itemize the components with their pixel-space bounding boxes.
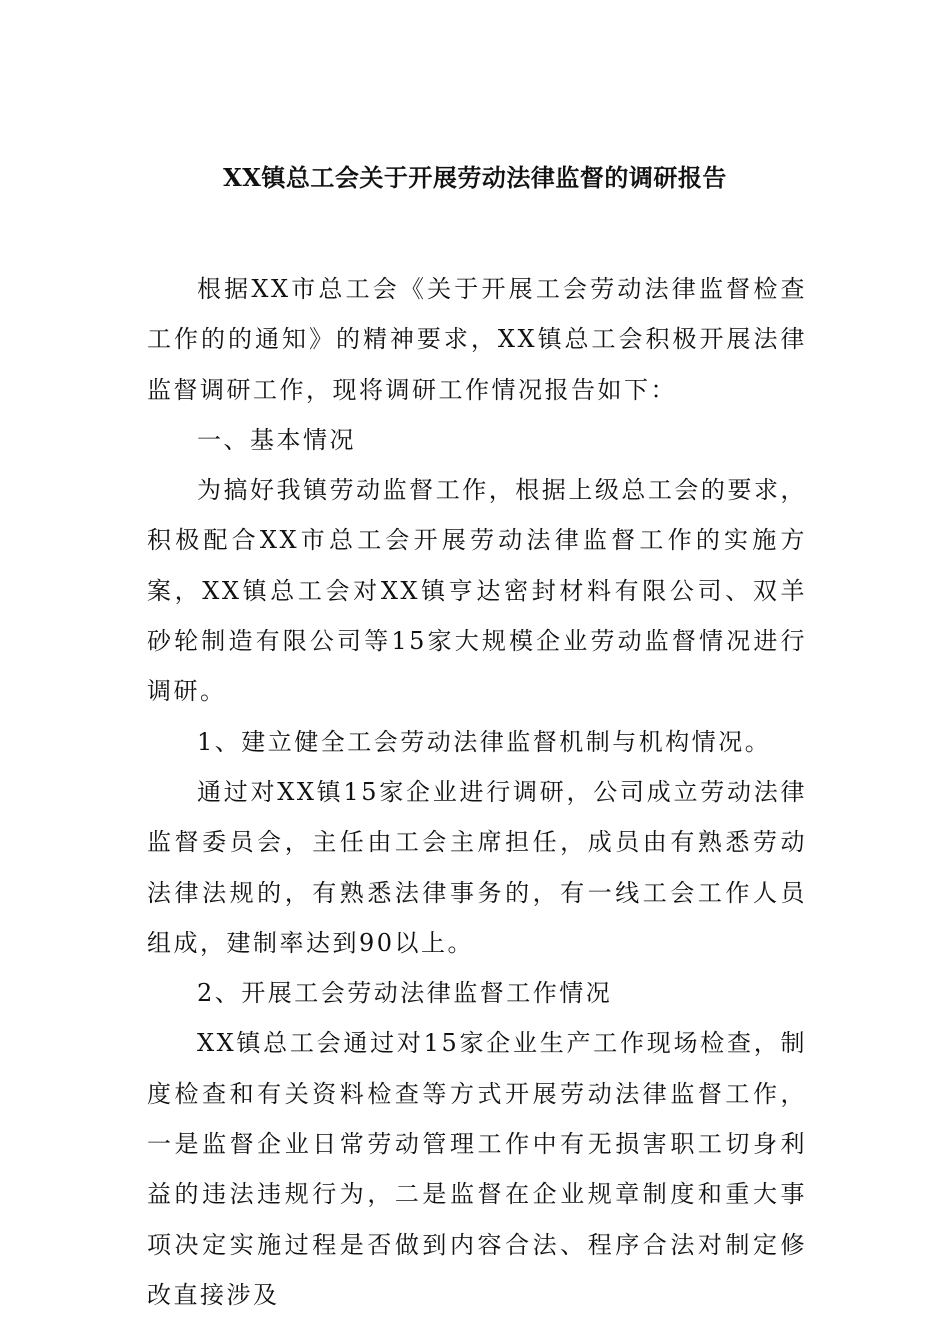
- subsection-2-paragraph: XX镇总工会通过对15家企业生产工作现场检查，制度检查和有关资料检查等方式开展劳动法律监督工作，一是监督企业日常劳动管理工作中有无损害职工切身利益的违法违规行为，二是监督在企业规章制度和重大事项决定实施过程是否做到内容合法、程序合法对制定修改直接涉及: [147, 1029, 807, 1309]
- document-title: XX镇总工会关于开展劳动法律监督的调研报告: [223, 163, 727, 192]
- intro-paragraph: 根据XX市总工会《关于开展工会劳动法律监督检查工作的的通知》的精神要求，XX镇总工会积极开展法律监督调研工作，现将调研工作情况报告如下：: [147, 275, 807, 404]
- subsection-1-paragraph: 通过对XX镇15家企业进行调研，公司成立劳动法律监督委员会，主任由工会主席担任，成员由有熟悉劳动法律法规的，有熟悉法律事务的，有一线工会工作人员组成，建制率达到90以上。: [147, 777, 807, 957]
- subsection-heading-2: 2、开展工会劳动法律监督工作情况: [197, 979, 613, 1008]
- document-body: [147, 264, 807, 1320]
- section-heading-basic-situation: 一、基本情况: [197, 425, 356, 454]
- basic-situation-paragraph: 为搞好我镇劳动监督工作，根据上级总工会的要求，积极配合XX市总工会开展劳动法律监督工作的实施方案，XX镇总工会对XX镇亨达密封材料有限公司、双羊砂轮制造有限公司等15家大规模企业劳动监督情况进行调研。: [147, 476, 807, 706]
- subsection-heading-1: 1、建立健全工会劳动法律监督机制与机构情况。: [197, 727, 772, 756]
